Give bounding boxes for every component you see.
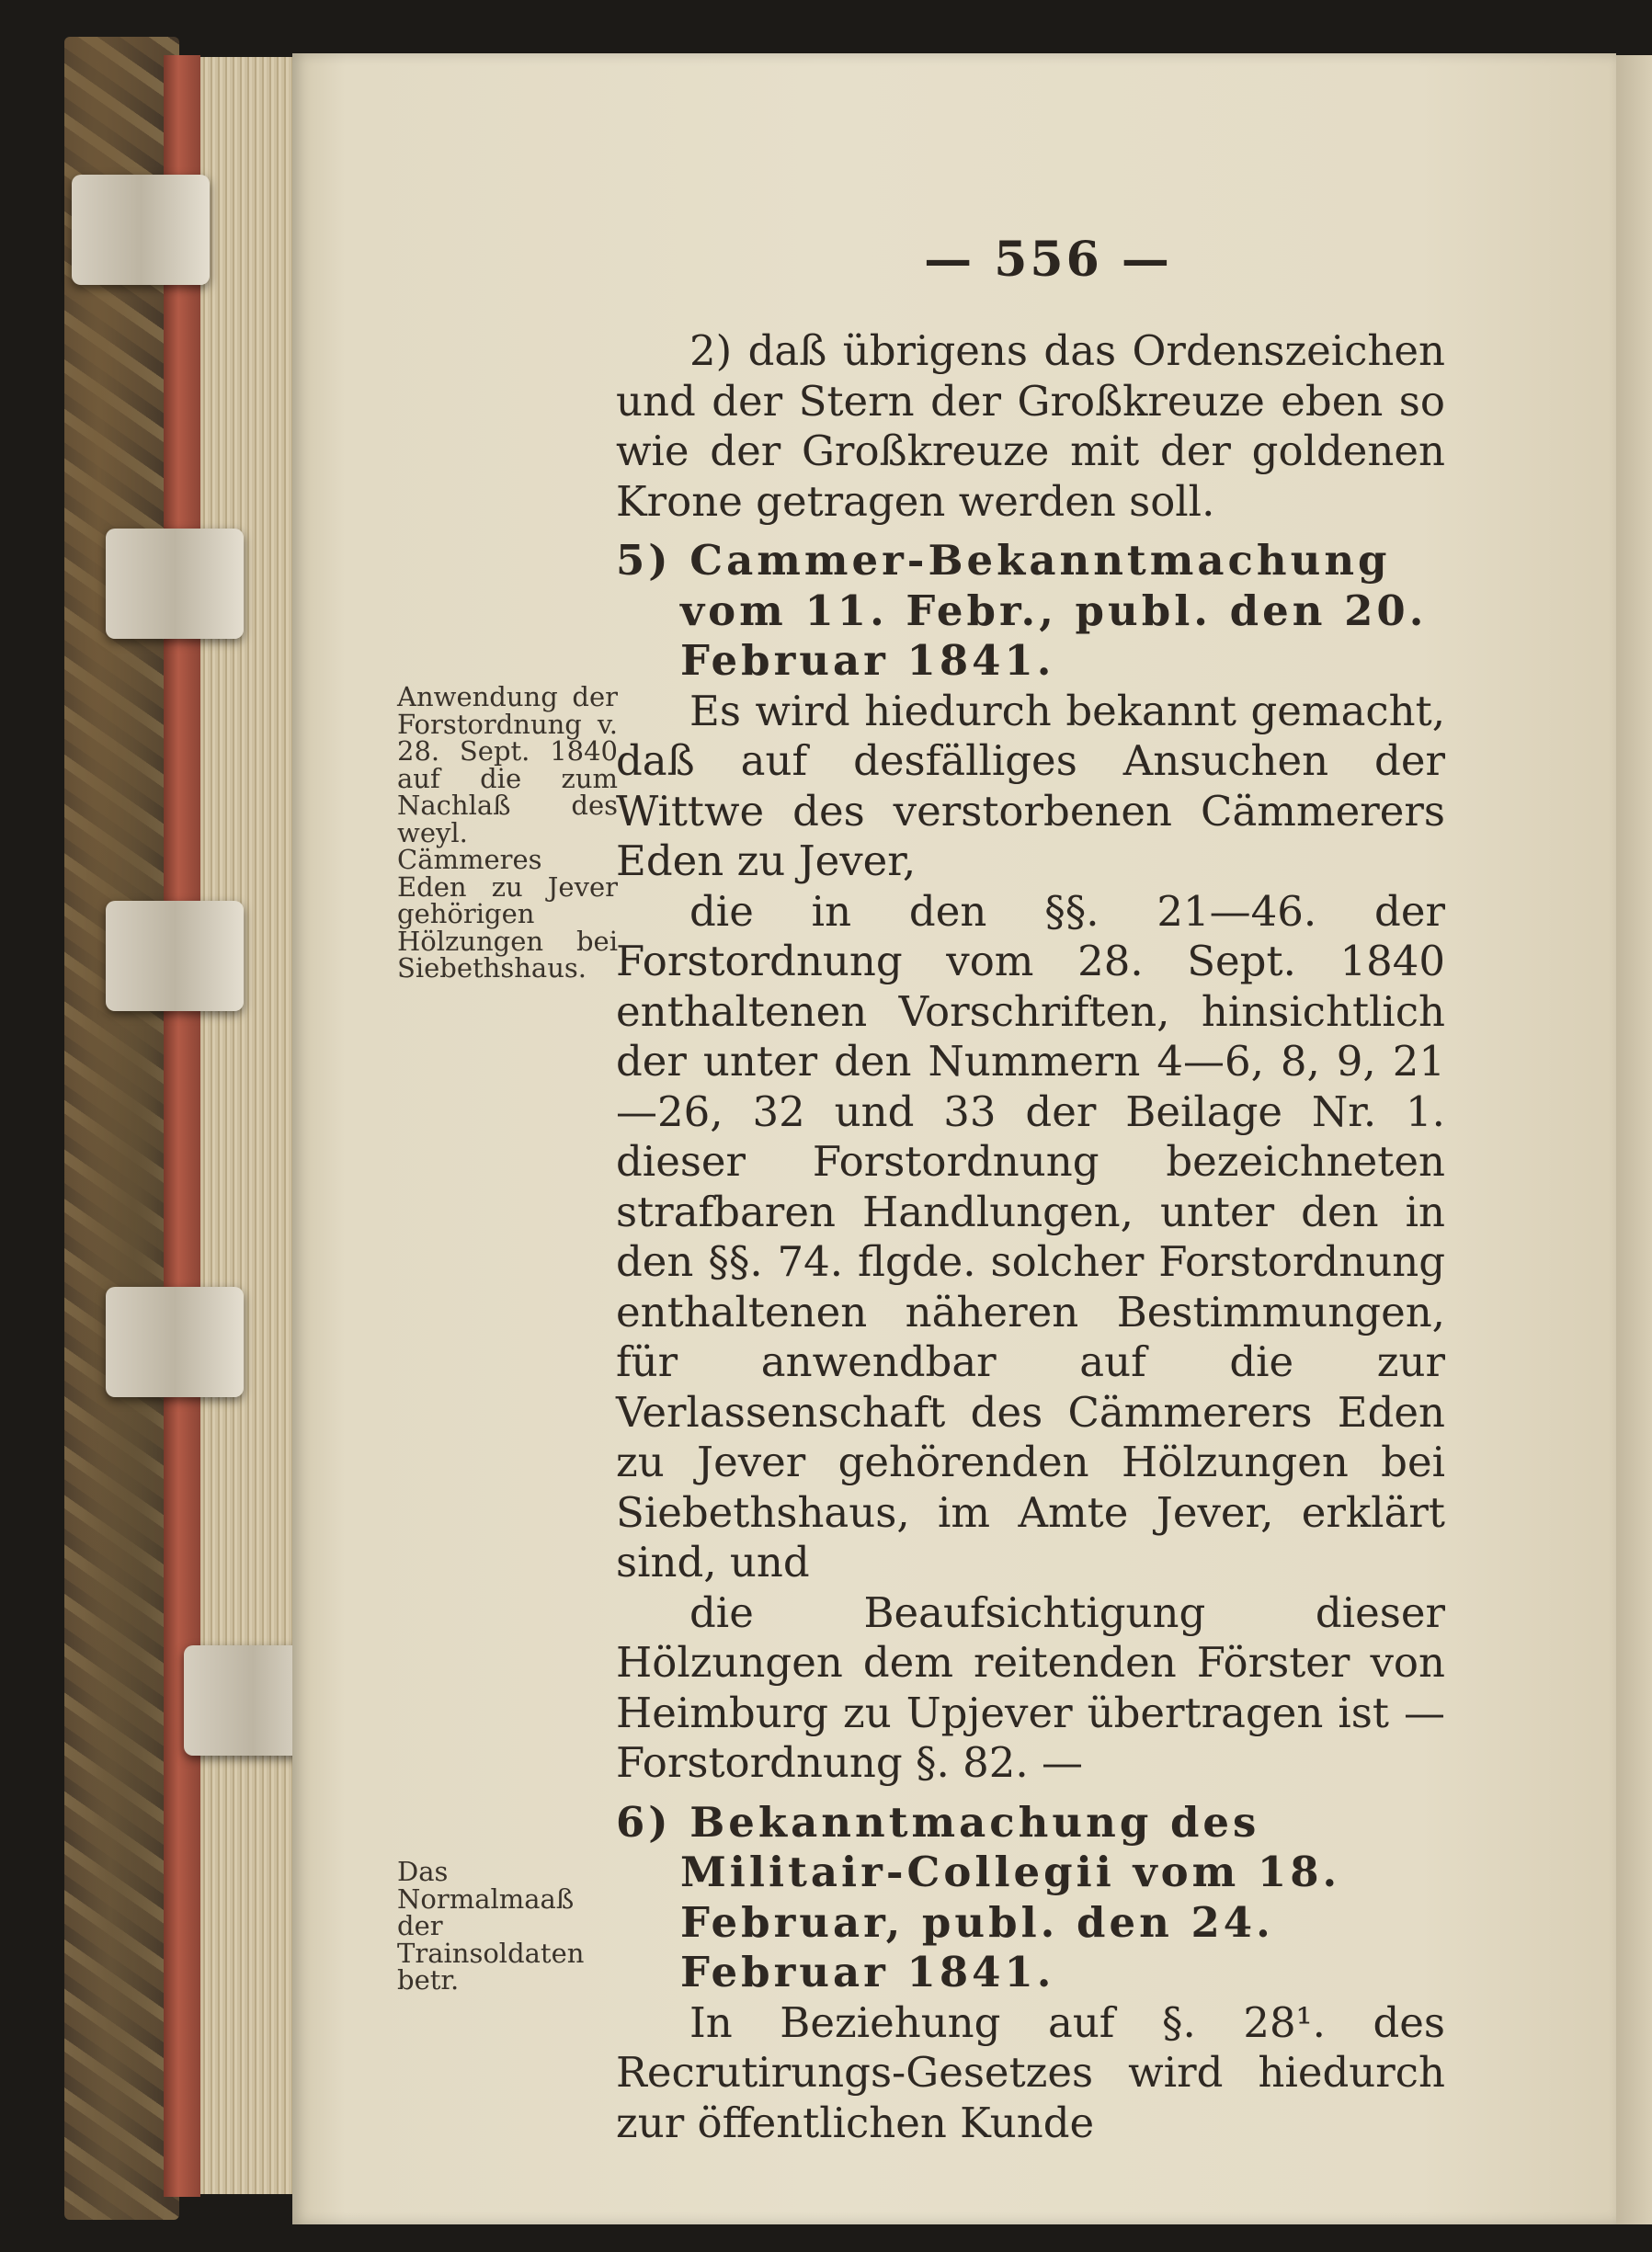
paragraph: In Beziehung auf §. 28¹. des Recrutirungs-Gesetzes wird hiedurch zur öffentlichen Kunde <box>616 1997 1445 2147</box>
cover-edge <box>164 55 200 2197</box>
page-number: — 556 — <box>924 232 1172 288</box>
index-tab[interactable] <box>106 901 244 1011</box>
paragraph: die Beaufsichtigung dieser Hölzungen dem reitenden Förster von Heimburg zu Upjever übertragen ist — Forstordnung §. 82. — <box>616 1587 1445 1787</box>
section-heading: 6) Bekanntmachung des Militair-Collegii vom 18. Februar, publ. den 24. Februar 1841. <box>616 1797 1341 1996</box>
index-tab[interactable] <box>72 175 210 285</box>
paragraph: die in den §§. 21—46. der Forstordnung vom 28. Sept. 1840 enthaltenen Vorschriften, hinsichtlich der unter den Nummern 4—6, 8, 9, 21—26, 32 und 33 der Beilage Nr. 1. dieser Forstordnung bezeichneten strafbaren Handlungen, unter den in den §§. 74. flgde. solcher Forstordnung enthaltenen näheren Bestimmungen, für anwendbar auf die zur Verlassenschaft des Cämmerers Eden zu Jever gehörenden Hölzungen bei Siebethshaus, im Amte Jever, erklärt sind, und <box>616 886 1445 1587</box>
margin-note: Das Normalmaaß der Trainsoldaten betr. <box>397 1856 585 1996</box>
marbled-cover <box>64 37 179 2220</box>
page-stack-edge <box>200 57 302 2194</box>
page-body <box>616 326 1445 2148</box>
index-tab[interactable] <box>106 529 244 639</box>
margin-note: Anwendung der Forstordnung v. 28. Sept. 1840 auf die zum Nachlaß des weyl. Cämmeres Eden zu Jever gehörigen Hölzungen bei Siebethshaus. <box>397 681 618 984</box>
index-tab[interactable] <box>106 1287 244 1397</box>
section-heading: 5) Cammer-Bekanntmachung vom 11. Febr., publ. den 20. Februar 1841. <box>616 536 1428 685</box>
paragraph: 2) daß übrigens das Ordenszeichen und der Stern der Großkreuze eben so wie der Großkreuze mit der goldenen Krone getragen werden soll. <box>616 326 1445 526</box>
paragraph: Es wird hiedurch bekannt gemacht, daß auf desfälliges Ansuchen der Wittwe des verstorbenen Cämmerers Eden zu Jever, <box>616 686 1445 885</box>
